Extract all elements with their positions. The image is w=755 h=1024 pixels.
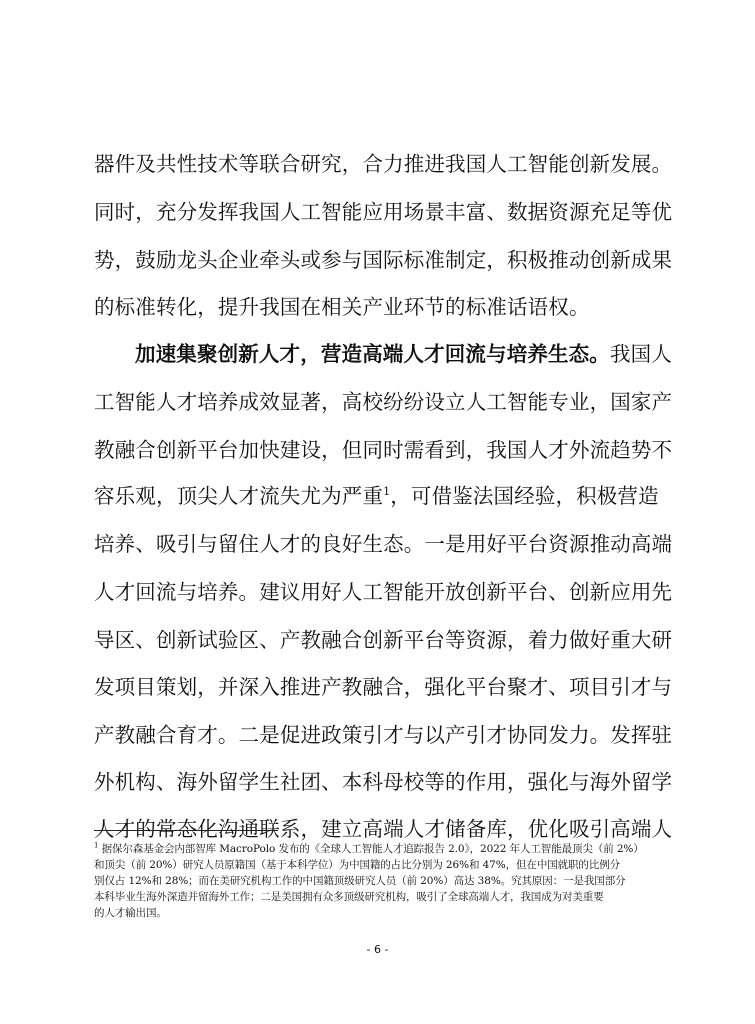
paragraph-2-line-3: 教融合创新平台加快建设，但同时需看到，我国人才外流趋势不 xyxy=(94,438,673,462)
paragraph-2-line-1 xyxy=(135,340,672,368)
footnote-line-5: 的人才输出国。 xyxy=(94,907,167,919)
footnote-reference[interactable]: 1 xyxy=(383,485,391,499)
paragraph-1-line-3: 势，鼓励龙头企业牵头或参与国际标准制定，积极推动创新成果 xyxy=(94,248,673,272)
paragraph-2-line-11: 人才的常态化沟通联系，建立高端人才储备库，优化吸引高端人 xyxy=(94,817,673,841)
footnote-line-1 xyxy=(94,842,674,856)
paragraph-2-line-6: 人才回流与培养。建议用好人工智能开放创新平台、创新应用先 xyxy=(94,580,673,604)
footnote-line-3: 别仅占 12%和 28%；而在美研究机构工作的中国籍顶级研究人员（前 20%）高达 38%。究其原因：一是我国部分 xyxy=(94,875,626,887)
footnote-line-4: 本科毕业生海外深造并留海外工作；二是美国拥有众多顶级研究机构，吸引了全球高端人才，我国成为对美重要 xyxy=(94,891,604,903)
paragraph-2-line-5: 培养、吸引与留住人才的良好生态。一是用好平台资源推动高端 xyxy=(94,532,673,556)
footnote-line-2: 和顶尖（前 20%）研究人员原籍国（基于本科学位）为中国籍的占比分别为 26%和 47%，但在中国就职的比例分 xyxy=(94,859,621,871)
footnote-separator xyxy=(94,830,278,831)
paragraph-2-line-4-before: 容乐观，顶尖人才流失尤为严重 xyxy=(94,484,384,508)
paragraph-2-line-4-after: ，可借鉴法国经验，积极营造 xyxy=(390,484,659,508)
paragraph-2-line-10: 外机构、海外留学生社团、本科母校等的作用，强化与海外留学 xyxy=(94,770,673,794)
paragraph-2-line-2: 工智能人才培养成效显著，高校纷纷设立人工智能专业，国家产 xyxy=(94,390,673,414)
footnote-line-1-text: 据保尔森基金会内部智库 MacroPolo 发布的《全球人工智能人才追踪报告 2.0》，2022 年人工智能最顶尖（前 2%） xyxy=(101,843,644,855)
paragraph-1-line-1: 器件及共性技术等联合研究，合力推进我国人工智能创新发展。 xyxy=(94,152,673,176)
paragraph-1-line-4: 的标准转化，提升我国在相关产业环节的标准话语权。 xyxy=(94,295,590,319)
paragraph-2-line-1-rest: 我国人 xyxy=(609,342,672,366)
paragraph-2-line-4 xyxy=(94,482,664,510)
paragraph-1-line-2: 同时，充分发挥我国人工智能应用场景丰富、数据资源充足等优 xyxy=(94,200,673,224)
paragraph-2-heading: 加速集聚创新人才，营造高端人才回流与培养生态。 xyxy=(135,342,610,366)
paragraph-2-line-7: 导区、创新试验区、产教融合创新平台等资源，着力做好重大研 xyxy=(94,628,673,652)
page-number: - 6 - xyxy=(366,943,389,956)
paragraph-2-line-8: 发项目策划，并深入推进产教融合，强化平台聚才、项目引才与 xyxy=(94,675,673,699)
paragraph-2-line-9: 产教融合育才。二是促进政策引才与以产引才协同发力。发挥驻 xyxy=(94,723,673,747)
footnote-marker: 1 xyxy=(94,841,99,850)
